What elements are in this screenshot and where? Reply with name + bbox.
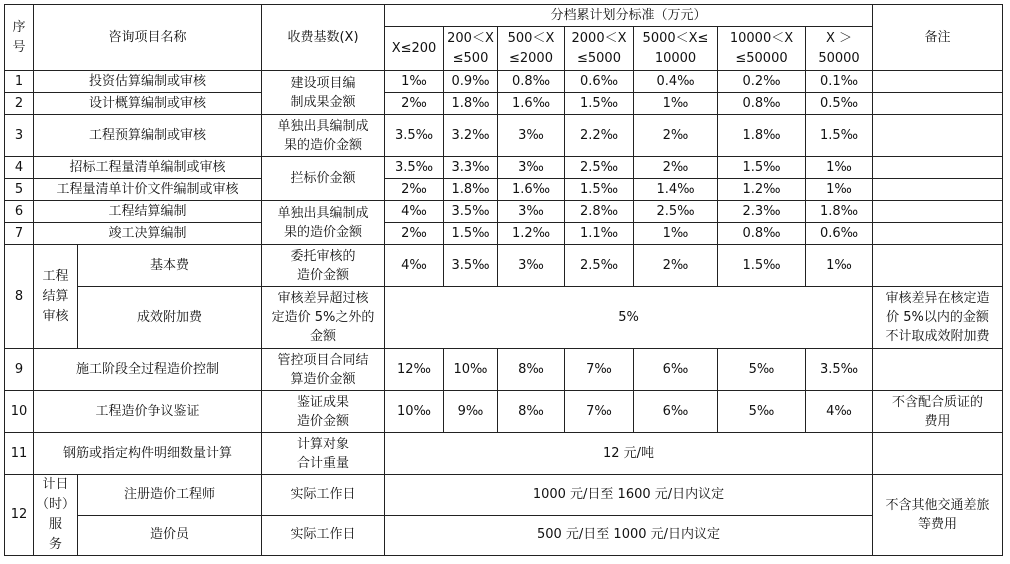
item-name: 招标工程量清单编制或审核 [34,157,262,179]
fee-base: 单独出具编制成 果的造价金额 [262,201,385,245]
tier-3: 500＜X ≤2000 [498,27,565,71]
rate-cell: 3.5‰ [444,201,498,223]
table-row [5,391,1003,433]
item-name: 工程预算编制或审核 [34,115,262,157]
table-row [5,201,1003,223]
row-number: 5 [5,179,34,201]
remark-cell [873,245,1003,287]
tier-1: X≤200 [385,27,444,71]
rate-cell: 5‰ [718,391,806,433]
row-number: 4 [5,157,34,179]
item-name: 钢筋或指定构件明细数量计算 [34,433,262,475]
remark-cell: 不含其他交通差旅 等费用 [873,475,1003,556]
fee-base: 实际工作日 [262,515,385,556]
table-row [5,245,1003,287]
rate-cell: 3.5‰ [444,245,498,287]
rate-cell: 1‰ [634,223,718,245]
table-row [5,93,1003,115]
rate-cell: 500 元/日至 1000 元/日内议定 [385,515,873,556]
rate-cell: 1.6‰ [498,179,565,201]
rate-cell: 2‰ [634,115,718,157]
rate-cell: 1.8‰ [444,179,498,201]
remark-cell [873,93,1003,115]
rate-cell: 0.4‰ [634,71,718,93]
fee-base: 鉴证成果 造价金额 [262,391,385,433]
fee-base: 实际工作日 [262,475,385,516]
rate-cell: 0.8‰ [498,71,565,93]
rate-cell: 4‰ [385,201,444,223]
row-number: 7 [5,223,34,245]
rate-cell: 5% [385,287,873,349]
rate-cell: 12 元/吨 [385,433,873,475]
item-name: 投资估算编制或审核 [34,71,262,93]
header-remark: 备注 [873,5,1003,71]
remark-cell [873,433,1003,475]
table-row [5,349,1003,391]
header-fee-base: 收费基数(X) [262,5,385,71]
rate-cell: 1.6‰ [498,93,565,115]
rate-cell: 1.2‰ [718,179,806,201]
rate-cell: 2.5‰ [634,201,718,223]
rate-cell: 0.1‰ [806,71,873,93]
item-name: 竣工决算编制 [34,223,262,245]
item-name: 造价员 [78,515,262,556]
table-row [5,433,1003,475]
remark-cell [873,71,1003,93]
fee-base: 审核差异超过核 定造价 5%之外的 金额 [262,287,385,349]
fee-standard-table [4,4,1003,556]
rate-cell: 1‰ [806,245,873,287]
item-name: 基本费 [78,245,262,287]
rate-cell: 3.2‰ [444,115,498,157]
remark-cell [873,157,1003,179]
rate-cell: 1.5‰ [444,223,498,245]
rate-cell: 3‰ [498,245,565,287]
rate-cell: 0.6‰ [565,71,634,93]
rate-cell: 8‰ [498,349,565,391]
tier-7: X ＞ 50000 [806,27,873,71]
rate-cell: 4‰ [806,391,873,433]
rate-cell: 9‰ [444,391,498,433]
item-name: 施工阶段全过程造价控制 [34,349,262,391]
item-name: 工程造价争议鉴证 [34,391,262,433]
remark-cell [873,115,1003,157]
row-number: 2 [5,93,34,115]
rate-cell: 2.2‰ [565,115,634,157]
rate-cell: 7‰ [565,391,634,433]
rate-cell: 3‰ [498,157,565,179]
rate-cell: 6‰ [634,391,718,433]
rate-cell: 0.8‰ [718,93,806,115]
rate-cell: 1.5‰ [718,157,806,179]
rate-cell: 1.8‰ [806,201,873,223]
remark-cell [873,179,1003,201]
rate-cell: 1‰ [634,93,718,115]
row-number: 11 [5,433,34,475]
rate-cell: 1‰ [806,179,873,201]
remark-cell: 审核差异在核定造 价 5%以内的金额 不计取成效附加费 [873,287,1003,349]
rate-cell: 0.6‰ [806,223,873,245]
header-item-name: 咨询项目名称 [34,5,262,71]
settlement-audit-group: 工程 结算 审核 [34,245,78,349]
remark-cell: 不含配合质证的 费用 [873,391,1003,433]
row-number: 6 [5,201,34,223]
rate-cell: 3‰ [498,201,565,223]
rate-cell: 10‰ [444,349,498,391]
remark-cell [873,223,1003,245]
table-row [5,515,1003,556]
fee-base: 管控项目合同结 算造价金额 [262,349,385,391]
rate-cell: 10‰ [385,391,444,433]
item-name: 注册造价工程师 [78,475,262,516]
header-tier-title: 分档累计划分标准（万元） [385,5,873,27]
rate-cell: 3.5‰ [806,349,873,391]
rate-cell: 3‰ [498,115,565,157]
rate-cell: 5‰ [718,349,806,391]
rate-cell: 12‰ [385,349,444,391]
tier-2: 200＜X ≤500 [444,27,498,71]
rate-cell: 1.5‰ [565,93,634,115]
fee-base: 计算对象 合计重量 [262,433,385,475]
rate-cell: 0.2‰ [718,71,806,93]
rate-cell: 1.2‰ [498,223,565,245]
remark-cell [873,349,1003,391]
rate-cell: 0.5‰ [806,93,873,115]
fee-base: 单独出具编制成 果的造价金额 [262,115,385,157]
remark-cell [873,201,1003,223]
row-number: 9 [5,349,34,391]
row-number: 10 [5,391,34,433]
rate-cell: 0.8‰ [718,223,806,245]
rate-cell: 4‰ [385,245,444,287]
rate-cell: 1.4‰ [634,179,718,201]
rate-cell: 1000 元/日至 1600 元/日内议定 [385,475,873,516]
rate-cell: 7‰ [565,349,634,391]
rate-cell: 1‰ [385,71,444,93]
table-row [5,71,1003,93]
table-row [5,157,1003,179]
table-row [5,179,1003,201]
fee-base: 拦标价金额 [262,157,385,201]
rate-cell: 2.5‰ [565,157,634,179]
rate-cell: 2‰ [385,93,444,115]
rate-cell: 1.8‰ [718,115,806,157]
rate-cell: 6‰ [634,349,718,391]
rate-cell: 3.5‰ [385,115,444,157]
rate-cell: 1.8‰ [444,93,498,115]
table-row [5,115,1003,157]
rate-cell: 2‰ [385,223,444,245]
rate-cell: 1.5‰ [565,179,634,201]
tier-5: 5000＜X≤ 10000 [634,27,718,71]
daily-service-group: 计日（时）服 务 [34,475,78,556]
table-row [5,287,1003,349]
tier-6: 10000＜X ≤50000 [718,27,806,71]
rate-cell: 2.3‰ [718,201,806,223]
rate-cell: 1‰ [806,157,873,179]
rate-cell: 2.8‰ [565,201,634,223]
item-name: 设计概算编制或审核 [34,93,262,115]
rate-cell: 2.5‰ [565,245,634,287]
item-name: 成效附加费 [78,287,262,349]
rate-cell: 2‰ [634,157,718,179]
fee-base: 建设项目编 制成果金额 [262,71,385,115]
row-number: 1 [5,71,34,93]
item-name: 工程量清单计价文件编制或审核 [34,179,262,201]
rate-cell: 3.5‰ [385,157,444,179]
row-number: 12 [5,475,34,556]
rate-cell: 1.5‰ [806,115,873,157]
fee-base: 委托审核的 造价金额 [262,245,385,287]
rate-cell: 8‰ [498,391,565,433]
rate-cell: 1.1‰ [565,223,634,245]
rate-cell: 0.9‰ [444,71,498,93]
rate-cell: 1.5‰ [718,245,806,287]
table-row [5,475,1003,516]
rate-cell: 2‰ [634,245,718,287]
row-number: 8 [5,245,34,349]
rate-cell: 2‰ [385,179,444,201]
header-seq: 序 号 [5,5,34,71]
row-number: 3 [5,115,34,157]
table-row [5,223,1003,245]
tier-4: 2000＜X ≤5000 [565,27,634,71]
rate-cell: 3.3‰ [444,157,498,179]
item-name: 工程结算编制 [34,201,262,223]
